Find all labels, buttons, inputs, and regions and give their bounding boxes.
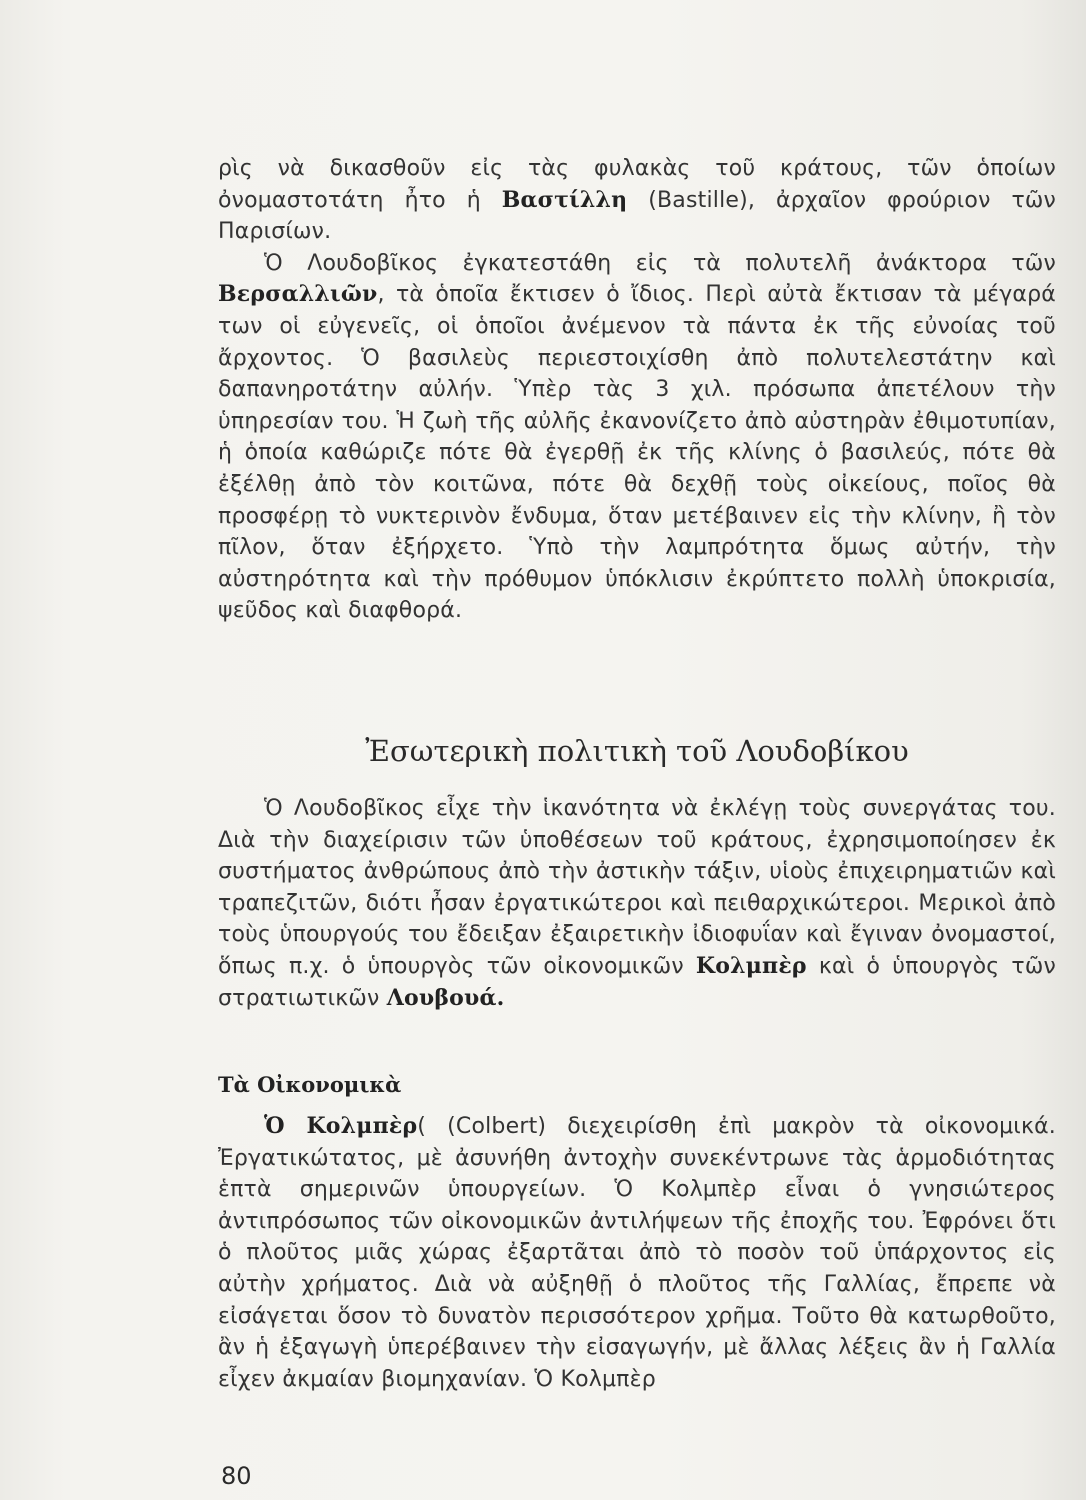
bold-term-colbert-lead: Ὁ Κολμπὲρ xyxy=(264,1113,418,1139)
text-run: Ὁ Λουδοβῖκος εἶχε τὴν ἱκανότητα νὰ ἐκλέγῃ τοὺς συνεργάτας του. Διὰ τὴν διαχείρισιν τῶν ὑποθέσεων τοῦ κράτους, ἐχρησιμοποίησεν ἐκ συστήματος ἀνθρώπους ἀπὸ τὴν ἀστικὴν τάξιν, υἱοὺς ἐπιχειρηματιῶν καὶ τραπεζιτῶν, διότι ἦσαν ἐργατικώτεροι καὶ πειθαρχικώτεροι. Μερικοὶ ἀπὸ τοὺς ὑπουργούς του ἔδειξαν ἐξαιρετικὴν ἰδιοφυΐαν καὶ ἔγιναν ὀνομαστοί, ὅπως π.χ. ὁ ὑπουργὸς τῶν οἰκονομικῶν xyxy=(218,796,1056,979)
paragraph-bastille xyxy=(218,153,1056,248)
text-run: καὶ ὁ ὑπουργὸς τῶν στρατιωτικῶν xyxy=(218,953,1056,1011)
domestic-policy-text-block xyxy=(218,793,1056,1014)
text-run: ( (Colbert) διεχειρίσθη ἐπὶ μακρὸν τὰ οἰκονομικά. Ἐργατικώτατος, μὲ ἀσυνήθη ἀντοχὴν συνεκέντρωνε τὰς ἁρμοδιότητας ἑπτὰ σημερινῶν ὑπουργείων. Ὁ Κολμπὲρ εἶναι ὁ γνησιώτερος ἀντιπρόσωπος τῶν οἰκονομικῶν ἀντιλήψεων τῆς ἐποχῆς του. Ἐφρόνει ὅτι ὁ πλοῦτος μιᾶς χώρας ἐξαρτᾶται ἀπὸ τὸ ποσὸν τοῦ ὑπάρχοντος εἰς αὐτὴν χρήματος. Διὰ νὰ αὐξηθῇ ὁ πλοῦτος τῆς Γαλλίας, ἔπρεπε νὰ εἰσάγεται ὅσον τὸ δυνατὸν περισσότερον χρῆμα. Τοῦτο θὰ κατωρθοῦτο, ἂν ἡ ἐξαγωγὴ ὑπερέβαινεν τὴν εἰσαγωγήν, μὲ ἄλλας λέξεις ἂν ἡ Γαλλία εἶχεν ἀκμαίαν βιομηχανίαν. Ὁ Κολμπὲρ xyxy=(218,1114,1057,1392)
paragraph-ministers xyxy=(218,793,1056,1014)
text-run: ρὶς νὰ δικασθοῦν εἰς τὰς φυλακὰς τοῦ κράτους, τῶν ὁποίων ὀνομαστοτάτη ἦτο ἡ xyxy=(218,156,1056,213)
page-number: 80 xyxy=(221,1462,252,1490)
bold-term-versailles: Βερσαλλιῶν xyxy=(218,281,378,308)
text-run: , τὰ ὁποῖα ἔκτισεν ὁ ἴδιος. Περὶ αὐτὰ ἔκτισαν τὰ μέγαρά των οἱ εὐγενεῖς, οἱ ὁποῖοι ἀνέμενον τὰ πάντα ἐκ τῆς εὐνοίας τοῦ ἄρχοντος. Ὁ βασιλεὺς περιεστοιχίσθη ἀπὸ πολυτελεστάτην καὶ δαπανηροτάτην αὐλήν. Ὑπὲρ τὰς 3 χιλ. πρόσωπα ἀπετέλουν τὴν ὑπηρεσίαν του. Ἡ ζωὴ τῆς αὐλῆς ἐκανονίζετο ἀπὸ αὐστηρὰν ἐθιμοτυπίαν, ἡ ὁποία καθώριζε πότε θὰ ἐγερθῇ ἐκ τῆς κλίνης ὁ βασιλεύς, πότε θὰ ἐξέλθῃ ἀπὸ τὸν κοιτῶνα, πότε θὰ δεχθῇ τοὺς οἰκείους, ποῖος θὰ προσφέρῃ τὸ νυκτερινὸν ἔνδυμα, ὅταν μετέβαινεν εἰς τὴν κλίνην, ἢ τὸν πῖλον, ὅταν ἐξήρχετο. Ὑπὸ τὴν λαμπρότητα ὅμως αὐτήν, τὴν αὐστηρότητα καὶ τὴν πρόθυμον ὑπόκλισιν ἐκρύπτετο πολλὴ ὑποκρισία, ψεῦδος καὶ διαφθορά. xyxy=(218,282,1056,624)
section-heading: Ἐσωτερικὴ πολιτικὴ τοῦ Λουδοβίκου xyxy=(365,734,909,768)
paragraph-versailles xyxy=(218,248,1056,627)
bold-term-bastille: Βαστίλλη xyxy=(501,186,628,213)
bold-term-colbert: Κολμπὲρ xyxy=(695,952,807,979)
bold-term-louvois: Λουβουά. xyxy=(386,984,505,1011)
text-run: Ὁ Λουδοβῖκος ἐγκατεστάθη εἰς τὰ πολυτελῆ ἀνάκτορα τῶν xyxy=(264,250,1056,276)
text-run: (Bastille), ἀρχαῖον φρούριον τῶν Παρισίων. xyxy=(218,187,1057,245)
intro-text-block xyxy=(218,153,1056,627)
paragraph-colbert xyxy=(218,1111,1056,1395)
subsection-heading: Τὰ Οἰκονομικὰ xyxy=(218,1072,402,1097)
economics-text-block xyxy=(218,1111,1056,1395)
